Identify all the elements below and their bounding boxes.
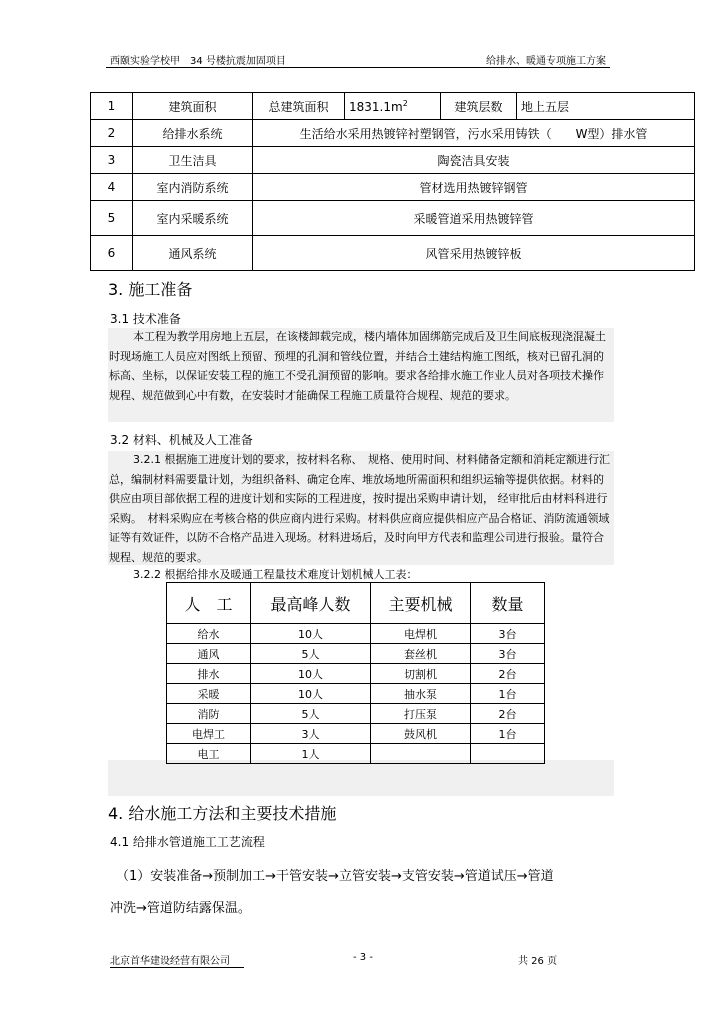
column-header: 数量 [471,583,545,624]
table-row [167,744,545,764]
cell: 给水 [167,624,251,644]
section-3-1-heading: 3.1 技术准备 [110,312,181,326]
cell [371,744,471,764]
table-row [167,724,545,744]
section-3-2-1-text: 3.2.1 根据施工进度计划的要求，按材料名称、 规格、使用时间、材料储备定额和消耗定额进行汇总，编制材料需要量计划，为组织备料、确定仓库、堆放场地所需面积和组织运输等提供依据。材料的供应由项目部依据工程的进度计划和实际的工程进度，按时提出采购申请计划， 经审批后由材料科进行采购。 材料采购应在考核合格的供应商内进行采购。材料供应商应提供相应产品合格证、消防流通领域证等有效证件，以防不合格产品进入现场。材料进场后，及时向甲方代表和监理公司进行报验。量符合规程、规范的要求。 [109,453,610,564]
cell: 套丝机 [371,644,471,664]
cell: 通风 [167,644,251,664]
cell: 电焊工 [167,724,251,744]
table-row [167,684,545,704]
row-item: 建筑面积 [133,93,253,120]
column-header: 最高峰人数 [251,583,371,624]
cell: 鼓风机 [371,724,471,744]
section-3-heading: 3. 施工准备 [108,280,193,299]
table-header-row [167,583,545,624]
cell: 3台 [471,644,545,664]
row-description: 风管采用热镀锌板 [253,236,695,271]
cell: 10人 [251,684,371,704]
cell: 1台 [471,724,545,744]
cell [471,744,545,764]
table-row [91,236,695,271]
table-row [91,147,695,174]
row-label: 总建筑面积 [253,93,345,120]
process-flow-line-1: （1）安装准备→预制加工→干管安装→立管安装→支管安装→管道试压→管道 [116,869,554,884]
row-item: 室内消防系统 [133,174,253,201]
row-item: 卫生洁具 [133,147,253,174]
column-header: 主要机械 [371,583,471,624]
table-row [167,624,545,644]
labor-machinery-table [166,582,545,764]
row-description: 陶瓷洁具安装 [253,147,695,174]
table-row [91,201,695,236]
table-shading [108,760,614,796]
row-number: 1 [91,93,133,120]
table-row [167,664,545,684]
table-row [91,93,695,120]
cell: 排水 [167,664,251,684]
cell: 抽水泵 [371,684,471,704]
row-number: 5 [91,201,133,236]
cell: 2台 [471,704,545,724]
cell: 消防 [167,704,251,724]
row-item: 通风系统 [133,236,253,271]
cell: 10人 [251,624,371,644]
section-3-2-heading: 3.2 材料、机械及人工准备 [110,433,253,447]
area-number: 1831.1m [349,99,403,114]
process-flow-line-2: 冲洗→管道防结露保温。 [110,901,251,916]
section-4-1-heading: 4.1 给排水管道施工工艺流程 [110,835,265,849]
table-row [91,174,695,201]
row-number: 2 [91,120,133,147]
area-value [345,93,441,120]
cell: 采暖 [167,684,251,704]
cell: 切割机 [371,664,471,684]
row-description: 生活给水采用热镀锌衬塑钢管，污水采用铸铁（ W型）排水管 [253,120,695,147]
section-3-1-text: 本工程为教学用房地上五层，在该楼卸载完成，楼内墙体加固绑筋完成后及卫生间底板现浇混凝土时现场施工人员应对图纸上预留、预埋的孔洞和管线位置，并结合土建结构施工图纸，核对已留孔洞的标高、坐标，以保证安装工程的施工不受孔洞预留的影响。要求各给排水施工作业人员对各项技术操作规程、规范做到心中有数，在安装时才能确保工程施工质量符合规程、规范的要求。 [109,330,606,402]
cell: 电焊机 [371,624,471,644]
row-number: 4 [91,174,133,201]
row-description: 采暖管道采用热镀锌管 [253,201,695,236]
cell: 3人 [251,724,371,744]
cell: 2台 [471,664,545,684]
cell: 5人 [251,704,371,724]
row-number: 6 [91,236,133,271]
floors-value: 地上五层 [517,93,695,120]
row-number: 3 [91,147,133,174]
cell: 打压泵 [371,704,471,724]
row-item: 给排水系统 [133,120,253,147]
section-3-2-2-text: 3.2.2 根据给排水及暖通工程量技术难度计划机械人工表： [133,568,418,581]
header-plan-title: 给排水、暖通专项施工方案 [486,56,606,67]
cell: 1人 [251,744,371,764]
cell: 1台 [471,684,545,704]
cell: 3台 [471,624,545,644]
row-item: 室内采暖系统 [133,201,253,236]
header-project: 西颐实验学校甲 34 号楼抗震加固项目 [110,56,286,67]
row-description: 管材选用热镀锌钢管 [253,174,695,201]
overview-table [90,92,695,271]
cell: 10人 [251,664,371,684]
footer-company: 北京首华建设经营有限公司 [110,952,244,968]
table-row [167,644,545,664]
row-label: 建筑层数 [441,93,517,120]
section-4-heading: 4. 给水施工方法和主要技术措施 [108,804,337,823]
cell: 5人 [251,644,371,664]
header-rule [106,67,610,68]
table-row [167,704,545,724]
column-header: 人 工 [167,583,251,624]
cell: 电工 [167,744,251,764]
area-unit-exponent: 2 [402,98,408,108]
table-row [91,120,695,147]
page-number: - 3 - [353,952,373,963]
total-pages: 共 26 页 [518,956,558,967]
